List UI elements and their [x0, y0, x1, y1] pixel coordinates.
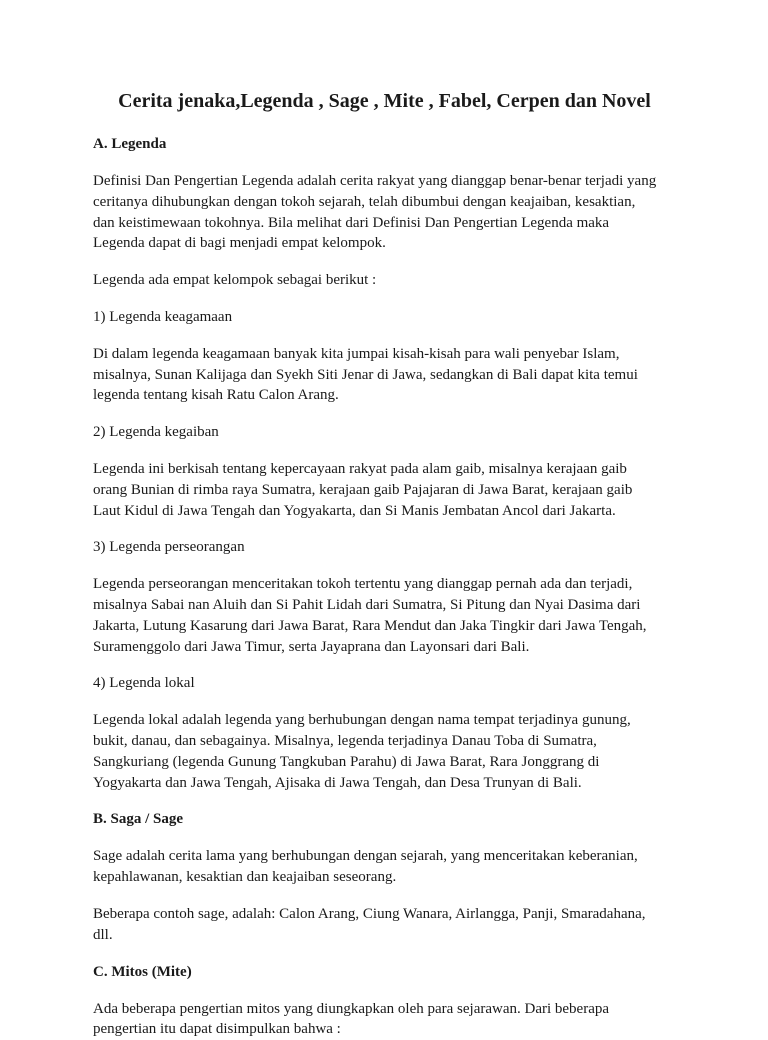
text-line: pengertian itu dapat disimpulkan bahwa : [93, 1021, 341, 1038]
text-line: 1) Legenda keagamaan [93, 308, 233, 325]
text-line: bukit, danau, dan sebagainya. Misalnya, legenda terjadinya Danau Toba di Sumatra, [93, 732, 597, 749]
paragraph [93, 270, 676, 291]
paragraph [93, 344, 676, 406]
text-line: Suramenggolo dari Jawa Timur, serta Jayaprana dan Layonsari dari Bali. [93, 638, 530, 655]
text-line: Definisi Dan Pengertian Legenda adalah cerita rakyat yang dianggap benar-benar terjadi yang [93, 173, 657, 189]
document-body [93, 134, 676, 1040]
text-line: 2) Legenda kegaiban [93, 424, 219, 441]
text-line: Laut Kidul di Jawa Tengah dan Yogyakarta, dan Si Manis Jembatan Ancol dari Jakarta. [93, 502, 616, 519]
paragraph [93, 459, 676, 521]
text-line: 4) Legenda lokal [93, 675, 195, 692]
text-line: Legenda lokal adalah legenda yang berhubungan dengan nama tempat terjadinya gunung, [93, 712, 631, 729]
text-line: kepahlawanan, kesaktian dan keajaiban seseorang. [93, 869, 397, 886]
text-line: dll. [93, 926, 113, 943]
text-line: Di dalam legenda keagamaan banyak kita jumpai kisah-kisah para wali penyebar Islam, [93, 345, 620, 362]
text-line: Jakarta, Lutung Kasarung dari Jawa Barat, Rara Mendut dan Jaka Tingkir dari Jawa Tengah, [93, 617, 647, 634]
text-line: Legenda ini berkisah tentang kepercayaan rakyat pada alam gaib, misalnya kerajaan gaib [93, 460, 627, 477]
paragraph [93, 307, 676, 328]
text-line: Ada beberapa pengertian mitos yang diungkapkan oleh para sejarawan. Dari beberapa [93, 1000, 610, 1017]
text-line: 3) Legenda perseorangan [93, 539, 245, 556]
section-heading [93, 134, 676, 155]
text-line: misalnya, Sunan Kalijaga dan Syekh Siti Jenar di Jawa, sedangkan di Bali dapat kita temui [93, 366, 638, 383]
text-line: Legenda dapat di bagi menjadi empat kelompok. [93, 235, 386, 252]
text-line: Beberapa contoh sage, adalah: Calon Arang, Ciung Wanara, Airlangga, Panji, Smaradahana, [93, 905, 646, 922]
section-heading [93, 962, 676, 983]
paragraph [93, 999, 676, 1040]
document-title: Cerita jenaka,Legenda , Sage , Mite , Fabel, Cerpen dan Novel [118, 90, 651, 112]
paragraph [93, 422, 676, 443]
text-line: legenda tentang kisah Ratu Calon Arang. [93, 387, 339, 404]
section-heading [93, 809, 676, 830]
paragraph [93, 171, 676, 254]
text-line: C. Mitos (Mite) [93, 963, 192, 980]
paragraph [93, 537, 676, 558]
text-line: Sangkuriang (legenda Gunung Tangkuban Parahu) di Jawa Barat, Rara Jonggrang di [93, 753, 600, 770]
paragraph [93, 574, 676, 657]
text-line: A. Legenda [93, 136, 167, 152]
text-line: dan keistimewaan tokohnya. Bila melihat dari Definisi Dan Pengertian Legenda maka [93, 214, 610, 231]
text-line: misalnya Sabai nan Aluih dan Si Pahit Lidah dari Sumatra, Si Pitung dan Nyai Dasima dari [93, 596, 641, 613]
paragraph [93, 846, 676, 888]
text-line: ceritanya dihubungkan dengan tokoh sejarah, telah dibumbui dengan keajaiban, kesaktian, [93, 193, 636, 210]
text-line: Legenda ada empat kelompok sebagai berikut : [93, 272, 377, 289]
text-line: orang Bunian di rimba raya Sumatra, kerajaan gaib Pajajaran di Jawa Barat, kerajaan gaib [93, 481, 633, 498]
paragraph [93, 710, 676, 793]
text-line: B. Saga / Sage [93, 811, 184, 828]
paragraph [93, 904, 676, 946]
text-line: Legenda perseorangan menceritakan tokoh tertentu yang dianggap pernah ada dan terjadi, [93, 576, 633, 593]
text-line: Yogyakarta dan Jawa Tengah, Ajisaka di Jawa Tengah, dan Desa Trunyan di Bali. [93, 774, 582, 791]
paragraph [93, 673, 676, 694]
text-line: Sage adalah cerita lama yang berhubungan dengan sejarah, yang menceritakan keberanian, [93, 848, 638, 865]
